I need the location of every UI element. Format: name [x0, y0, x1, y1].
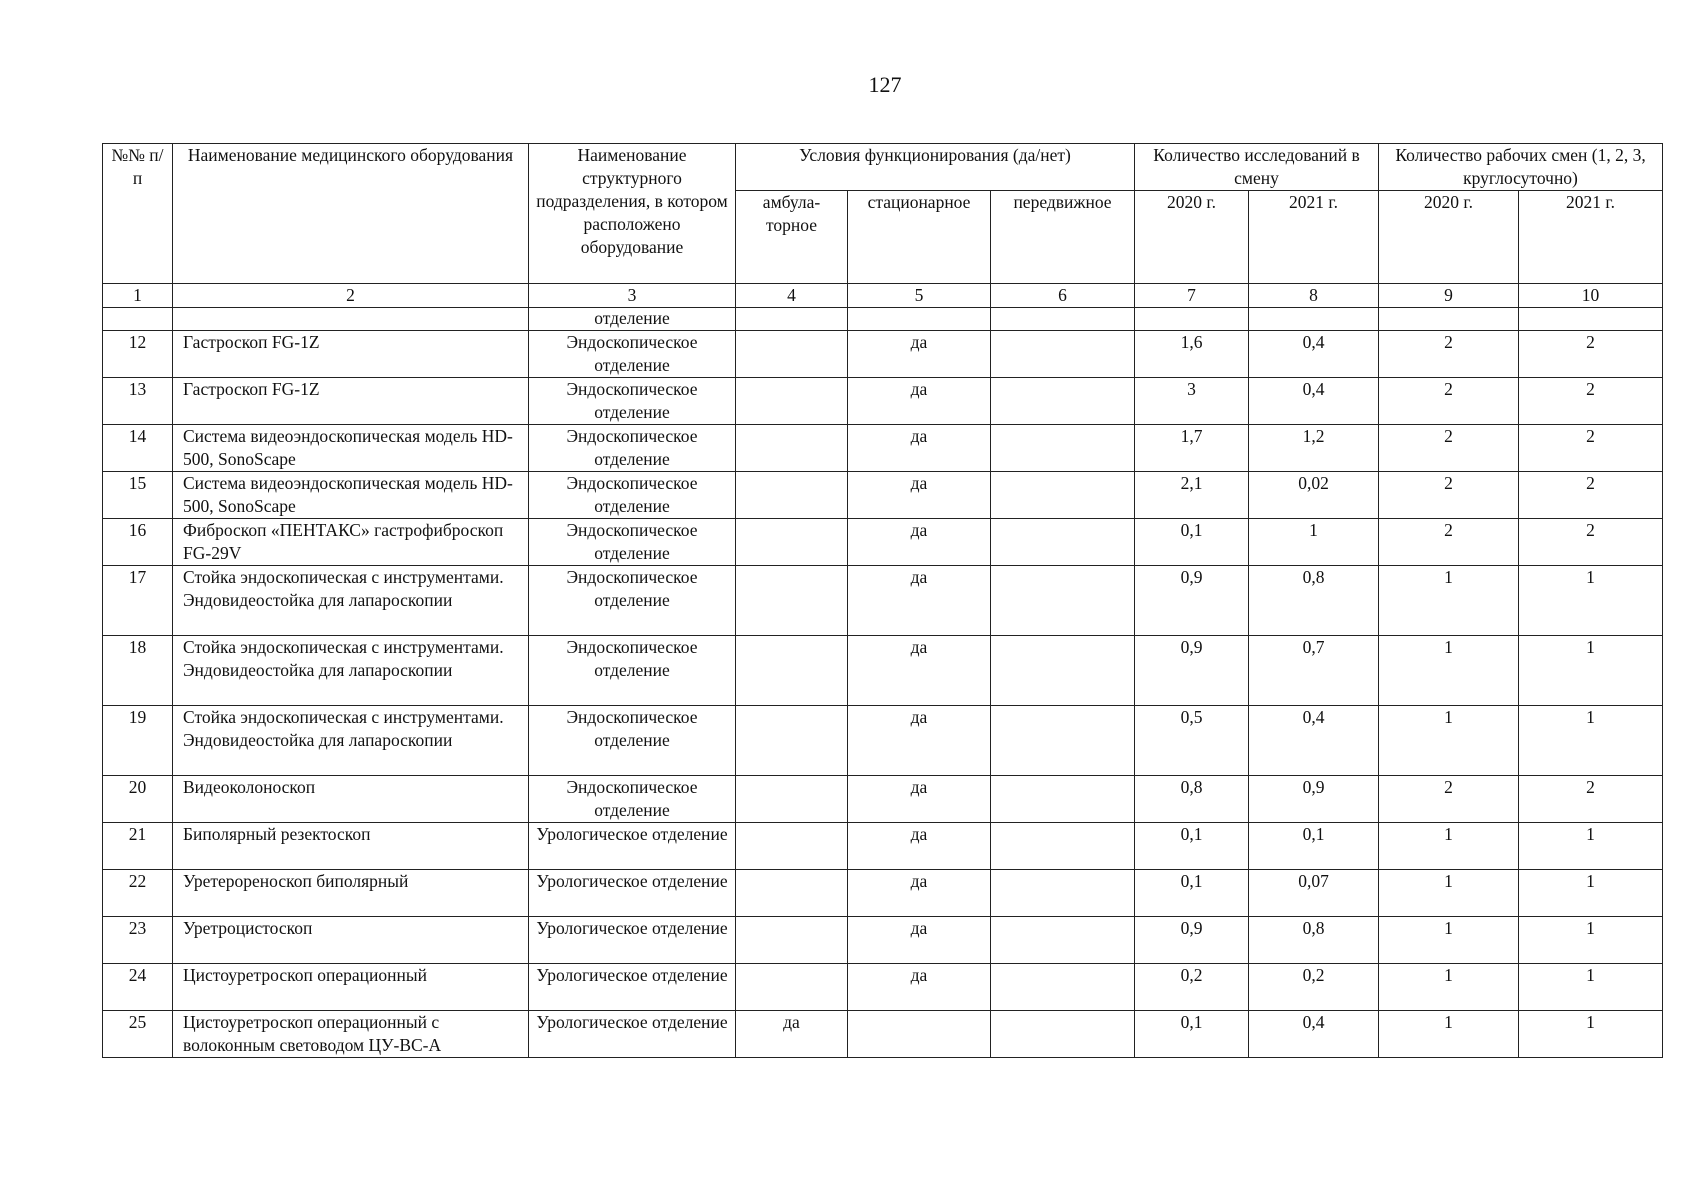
studies-2021: 0,8	[1249, 917, 1379, 964]
shifts-2021: 1	[1519, 964, 1663, 1011]
mobile-value	[991, 823, 1135, 870]
studies-2021: 0,1	[1249, 823, 1379, 870]
row-number: 17	[103, 566, 173, 636]
studies-2020: 0,1	[1135, 1011, 1249, 1058]
equipment-name: Фиброскоп «ПЕНТАКС» гастрофиброскоп FG-29V	[173, 519, 529, 566]
row-number: 25	[103, 1011, 173, 1058]
equipment-name: Биполярный резектоскоп	[173, 823, 529, 870]
header-unit: Наименование структурного подразделения, в котором расположено оборудование	[529, 144, 736, 284]
studies-2020: 0,9	[1135, 917, 1249, 964]
ambulatory-value	[736, 636, 848, 706]
shifts-2021: 2	[1519, 776, 1663, 823]
header-shifts-2021: 2021 г.	[1519, 191, 1663, 284]
table-row	[103, 636, 1663, 706]
studies-2020: 0,5	[1135, 706, 1249, 776]
mobile-value	[991, 964, 1135, 1011]
studies-2020: 0,1	[1135, 823, 1249, 870]
shifts-2020: 1	[1379, 636, 1519, 706]
shifts-2020: 2	[1379, 776, 1519, 823]
ambulatory-value	[736, 964, 848, 1011]
row-number: 20	[103, 776, 173, 823]
shifts-2021: 1	[1519, 706, 1663, 776]
studies-2021: 0,07	[1249, 870, 1379, 917]
shifts-2020: 2	[1379, 378, 1519, 425]
studies-2021: 0,4	[1249, 1011, 1379, 1058]
unit-name: Урологическое отделение	[529, 823, 736, 870]
unit-name: Урологическое отделение	[529, 870, 736, 917]
shifts-2021: 1	[1519, 870, 1663, 917]
equipment-name: Гастроскоп FG-1Z	[173, 331, 529, 378]
studies-2020: 0,9	[1135, 566, 1249, 636]
ambulatory-value	[736, 331, 848, 378]
shifts-2021: 2	[1519, 519, 1663, 566]
equipment-name: Система видеоэндоскопическая модель HD-500, SonoScape	[173, 425, 529, 472]
header-row-top	[103, 144, 1663, 191]
inpatient-value: да	[848, 776, 991, 823]
shifts-2020: 1	[1379, 706, 1519, 776]
ambulatory-value	[736, 823, 848, 870]
mobile-value	[991, 636, 1135, 706]
mobile-value	[991, 706, 1135, 776]
mobile-value	[991, 472, 1135, 519]
mobile-value	[991, 566, 1135, 636]
page-number: 127	[868, 72, 902, 97]
studies-2020: 2,1	[1135, 472, 1249, 519]
studies-2020: 0,2	[1135, 964, 1249, 1011]
ambulatory-value	[736, 776, 848, 823]
row-number: 16	[103, 519, 173, 566]
mobile-value	[991, 425, 1135, 472]
row-number: 18	[103, 636, 173, 706]
equipment-name: Уретроцистоскоп	[173, 917, 529, 964]
continuation-row	[103, 308, 1663, 331]
row-number: 24	[103, 964, 173, 1011]
shifts-2020: 1	[1379, 823, 1519, 870]
ambulatory-value	[736, 425, 848, 472]
ambulatory-value	[736, 378, 848, 425]
table-row	[103, 378, 1663, 425]
mobile-value	[991, 519, 1135, 566]
mobile-value	[991, 331, 1135, 378]
column-number: 4	[736, 284, 848, 308]
row-number: 19	[103, 706, 173, 776]
unit-name: Эндоскопическое отделение	[529, 331, 736, 378]
unit-name: Эндоскопическое отделение	[529, 519, 736, 566]
mobile-value	[991, 870, 1135, 917]
unit-name: Эндоскопическое отделение	[529, 425, 736, 472]
inpatient-value	[848, 1011, 991, 1058]
shifts-2020: 2	[1379, 425, 1519, 472]
header-equipment-name: Наименование медицинского оборудования	[173, 144, 529, 284]
studies-2020: 0,8	[1135, 776, 1249, 823]
table-row	[103, 964, 1663, 1011]
inpatient-value: да	[848, 823, 991, 870]
ambulatory-value	[736, 566, 848, 636]
inpatient-value: да	[848, 917, 991, 964]
unit-name: Урологическое отделение	[529, 917, 736, 964]
mobile-value	[991, 917, 1135, 964]
inpatient-value: да	[848, 425, 991, 472]
inpatient-value: да	[848, 566, 991, 636]
inpatient-value: да	[848, 964, 991, 1011]
column-number: 3	[529, 284, 736, 308]
row-number: 23	[103, 917, 173, 964]
unit-name: Эндоскопическое отделение	[529, 636, 736, 706]
column-number: 10	[1519, 284, 1663, 308]
header-mobile: передвижное	[991, 191, 1135, 284]
row-number: 21	[103, 823, 173, 870]
shifts-2020: 2	[1379, 331, 1519, 378]
equipment-name: Стойка эндоскопическая с инструментами. Эндовидеостойка для лапароскопии	[173, 566, 529, 636]
shifts-2021: 1	[1519, 566, 1663, 636]
studies-2021: 0,2	[1249, 964, 1379, 1011]
column-number: 2	[173, 284, 529, 308]
equipment-name: Видеоколоноскоп	[173, 776, 529, 823]
inpatient-value: да	[848, 519, 991, 566]
table-row	[103, 425, 1663, 472]
row-number: 12	[103, 331, 173, 378]
table-row	[103, 823, 1663, 870]
unit-name: Эндоскопическое отделение	[529, 378, 736, 425]
table-row	[103, 870, 1663, 917]
column-number: 6	[991, 284, 1135, 308]
table-row	[103, 917, 1663, 964]
studies-2021: 0,8	[1249, 566, 1379, 636]
table-row	[103, 706, 1663, 776]
unit-name: Урологическое отделение	[529, 964, 736, 1011]
shifts-2021: 1	[1519, 823, 1663, 870]
table-row	[103, 1011, 1663, 1058]
header-conditions: Условия функционирования (да/нет)	[736, 144, 1135, 191]
studies-2020: 0,9	[1135, 636, 1249, 706]
column-number: 7	[1135, 284, 1249, 308]
continuation-unit: отделение	[529, 308, 736, 331]
shifts-2020: 1	[1379, 1011, 1519, 1058]
ambulatory-value: да	[736, 1011, 848, 1058]
inpatient-value: да	[848, 331, 991, 378]
equipment-name: Система видеоэндоскопическая модель HD-500, SonoScape	[173, 472, 529, 519]
shifts-2021: 1	[1519, 636, 1663, 706]
equipment-name: Цистоуретроскоп операционный	[173, 964, 529, 1011]
equipment-name: Стойка эндоскопическая с инструментами. Эндовидеостойка для лапароскопии	[173, 706, 529, 776]
column-number: 8	[1249, 284, 1379, 308]
studies-2020: 0,1	[1135, 870, 1249, 917]
ambulatory-value	[736, 917, 848, 964]
row-number: 13	[103, 378, 173, 425]
shifts-2020: 2	[1379, 519, 1519, 566]
row-number: 14	[103, 425, 173, 472]
shifts-2020: 1	[1379, 964, 1519, 1011]
shifts-2021: 2	[1519, 425, 1663, 472]
studies-2021: 0,02	[1249, 472, 1379, 519]
unit-name: Эндоскопическое отделение	[529, 706, 736, 776]
shifts-2020: 1	[1379, 917, 1519, 964]
studies-2021: 1	[1249, 519, 1379, 566]
shifts-2021: 2	[1519, 378, 1663, 425]
inpatient-value: да	[848, 378, 991, 425]
studies-2021: 0,4	[1249, 378, 1379, 425]
equipment-name: Стойка эндоскопическая с инструментами. Эндовидеостойка для лапароскопии	[173, 636, 529, 706]
studies-2020: 1,7	[1135, 425, 1249, 472]
inpatient-value: да	[848, 870, 991, 917]
shifts-2020: 2	[1379, 472, 1519, 519]
table-row	[103, 566, 1663, 636]
ambulatory-value	[736, 519, 848, 566]
equipment-name: Цистоуретроскоп операционный с волоконным световодом ЦУ-ВС-А	[173, 1011, 529, 1058]
studies-2020: 3	[1135, 378, 1249, 425]
mobile-value	[991, 776, 1135, 823]
header-inpatient: стационарное	[848, 191, 991, 284]
table-row	[103, 472, 1663, 519]
studies-2021: 0,4	[1249, 331, 1379, 378]
unit-name: Эндоскопическое отделение	[529, 472, 736, 519]
header-shifts-2020: 2020 г.	[1379, 191, 1519, 284]
row-number: 22	[103, 870, 173, 917]
inpatient-value: да	[848, 636, 991, 706]
studies-2020: 1,6	[1135, 331, 1249, 378]
studies-2021: 0,9	[1249, 776, 1379, 823]
column-number: 1	[103, 284, 173, 308]
header-num: №№ п/п	[103, 144, 173, 284]
shifts-2020: 1	[1379, 566, 1519, 636]
column-number-row	[103, 284, 1663, 308]
studies-2021: 1,2	[1249, 425, 1379, 472]
row-number: 15	[103, 472, 173, 519]
shifts-2021: 2	[1519, 331, 1663, 378]
table-row	[103, 776, 1663, 823]
header-ambulatory: амбула-торное	[736, 191, 848, 284]
studies-2020: 0,1	[1135, 519, 1249, 566]
inpatient-value: да	[848, 706, 991, 776]
ambulatory-value	[736, 870, 848, 917]
inpatient-value: да	[848, 472, 991, 519]
ambulatory-value	[736, 706, 848, 776]
studies-2021: 0,7	[1249, 636, 1379, 706]
shifts-2020: 1	[1379, 870, 1519, 917]
unit-name: Эндоскопическое отделение	[529, 776, 736, 823]
studies-2021: 0,4	[1249, 706, 1379, 776]
shifts-2021: 1	[1519, 1011, 1663, 1058]
mobile-value	[991, 378, 1135, 425]
header-studies: Количество исследований в смену	[1135, 144, 1379, 191]
equipment-name: Гастроскоп FG-1Z	[173, 378, 529, 425]
header-studies-2021: 2021 г.	[1249, 191, 1379, 284]
header-shifts: Количество рабочих смен (1, 2, 3, круглосуточно)	[1379, 144, 1663, 191]
header-studies-2020: 2020 г.	[1135, 191, 1249, 284]
table-row	[103, 519, 1663, 566]
unit-name: Урологическое отделение	[529, 1011, 736, 1058]
equipment-table	[102, 143, 1663, 1058]
column-number: 5	[848, 284, 991, 308]
table-row	[103, 331, 1663, 378]
column-number: 9	[1379, 284, 1519, 308]
equipment-name: Уретерореноскоп биполярный	[173, 870, 529, 917]
mobile-value	[991, 1011, 1135, 1058]
unit-name: Эндоскопическое отделение	[529, 566, 736, 636]
shifts-2021: 1	[1519, 917, 1663, 964]
ambulatory-value	[736, 472, 848, 519]
shifts-2021: 2	[1519, 472, 1663, 519]
